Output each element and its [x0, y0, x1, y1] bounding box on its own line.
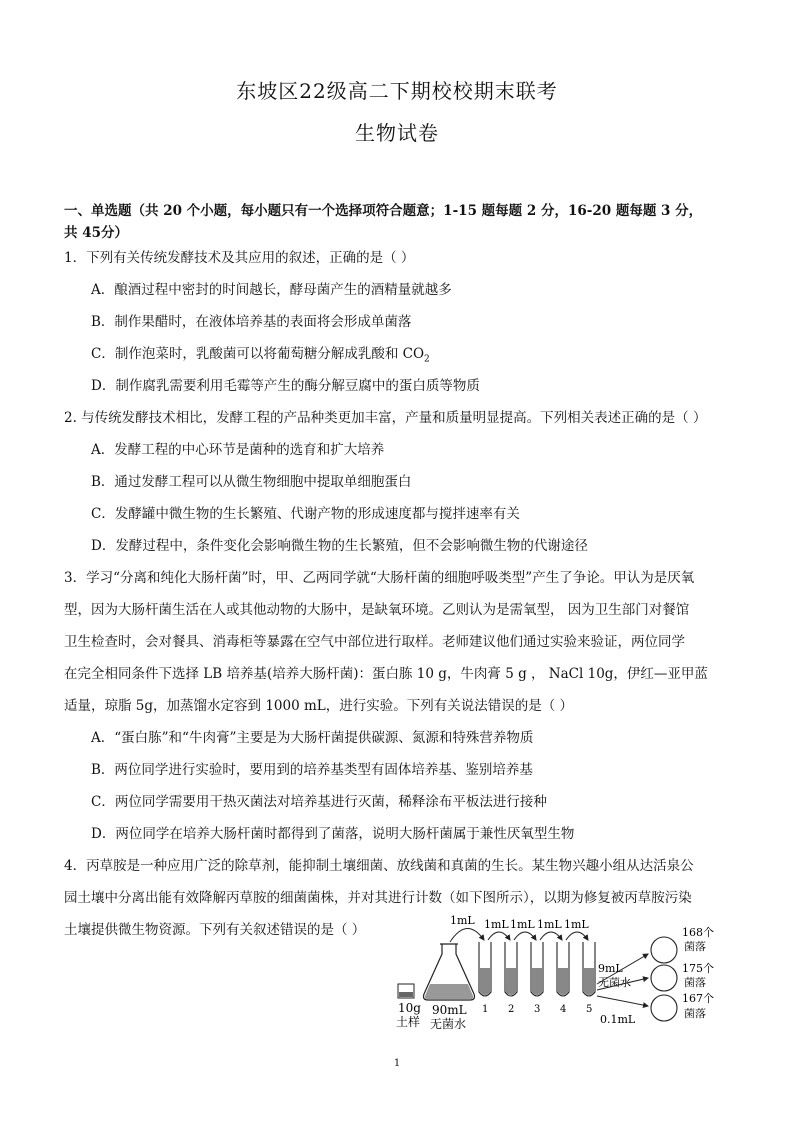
q3-option-b: B．两位同学进行实验时，要用到的培养基类型有固体培养基、鉴别培养基 — [91, 762, 533, 778]
transfer-arrow-4 — [566, 932, 588, 940]
test-tube-2-icon — [505, 942, 517, 996]
q1-option-a: A．酿酒过程中密封的时间越长，酵母菌产生的酒精量就越多 — [91, 282, 452, 298]
transfer-volume-label-1: 1mL — [484, 918, 509, 931]
test-tube-4-icon — [557, 942, 569, 996]
tube-number-3: 3 — [534, 1004, 541, 1015]
q2-option-a: A．发酵工程的中心环节是菌种的选育和扩大培养 — [91, 442, 385, 458]
q3-stem-line3: 卫生检查时，会对餐具、消毒柜等暴露在空气中部位进行取样。老师建议他们通过实验来验证，两位同学 — [64, 634, 685, 650]
q3-option-a: A．“蛋白胨”和“牛肉膏”主要是为大肠杆菌提供碳源、氮源和特殊营养物质 — [91, 730, 534, 746]
q3-stem-line5: 适量，琼脂 5g，加蒸馏水定容到 1000 mL，进行实验。下列有关说法错误的是（ ） — [64, 698, 574, 714]
q4-stem-line1: 4．丙草胺是一种应用广泛的除草剂，能抑制土壤细菌、放线菌和真菌的生长。某生物兴趣小组从达活泉公 — [64, 858, 694, 874]
q1-stem: 1．下列有关传统发酵技术及其应用的叙述，正确的是（ ） — [64, 250, 415, 266]
q3-stem-line2: 型，因为大肠杆菌生活在人或其他动物的大肠中，是缺氧环境。乙则认为是需氧型， 因为卫生部门对餐馆 — [64, 602, 690, 618]
page-number: 1 — [393, 1058, 401, 1069]
q3-stem-line4: 在完全相同条件下选择 LB 培养基(培养大肠杆菌)：蛋白胨 10 g，牛肉膏 5 g ， NaCl 10g，伊红—亚甲蓝 — [64, 666, 708, 682]
q3-stem-line1: 3．学习“分离和纯化大肠杆菌”时，甲、乙两同学就“大肠杆菌的细胞呼吸类型”产生了争论。甲认为是厌氧 — [64, 570, 695, 586]
flask-icon — [424, 944, 475, 1000]
transfer-arrow-2 — [514, 932, 536, 940]
q2-option-d: D．发酵过程中，条件变化会影响微生物的生长繁殖，但不会影响微生物的代谢途径 — [91, 538, 588, 554]
flask-volume-label: 90mL — [432, 1003, 467, 1017]
tube-water-volume-label: 9mL — [598, 962, 623, 975]
petri-dish-3-icon — [651, 995, 677, 1021]
test-tube-5-icon — [583, 942, 595, 996]
tube-water-label: 无菌水 — [598, 976, 631, 989]
colony-count-2: 175个 — [682, 962, 714, 975]
q1-option-b: B．制作果醋时，在液体培养基的表面将会形成单菌落 — [91, 314, 412, 330]
q4-stem-line3: 土壤提供微生物资源。下列有关叙述错误的是（ ） — [64, 922, 366, 938]
colony-label-3: 菌落 — [684, 1007, 706, 1020]
section-heading-line2: 共 45分） — [64, 225, 128, 241]
tube-number-2: 2 — [508, 1004, 515, 1015]
soil-mass-label: 10g — [398, 1001, 421, 1015]
soil-beaker-icon — [398, 984, 414, 998]
q1-option-d: D．制作腐乳需要利用毛霉等产生的酶分解豆腐中的蛋白质等物质 — [91, 378, 480, 394]
tube-number-4: 4 — [560, 1004, 567, 1015]
section-heading-line1: 一、单选题（共 20 个小题，每小题只有一个选择项符合题意；1-15 题每题 2 分，16-20 题每题 3 分， — [64, 203, 703, 219]
q3-option-d: D．两位同学在培养大肠杆菌时都得到了菌落，说明大肠杆菌属于兼性厌氧型生物 — [91, 826, 575, 842]
flask-water-label: 无菌水 — [430, 1017, 467, 1031]
transfer-volume-label-4: 1mL — [564, 918, 589, 931]
test-tube-1-icon — [479, 942, 491, 996]
q2-option-b: B．通过发酵工程可以从微生物细胞中提取单细胞蛋白 — [91, 474, 412, 490]
q2-option-c: C．发酵罐中微生物的生长繁殖、代谢产物的形成速度都与搅拌速率有关 — [91, 506, 520, 522]
dilution-plating-diagram — [392, 910, 732, 1036]
petri-dish-1-icon — [651, 937, 677, 963]
transfer-arrow-3 — [540, 932, 562, 940]
q3-option-c: C．两位同学需要用干热灭菌法对培养基进行灭菌，稀释涂布平板法进行接种 — [91, 794, 547, 810]
soil-sample-label: 土样 — [396, 1015, 421, 1029]
exam-title: 东坡区22级高二下期校校期末联考 — [236, 79, 558, 103]
exam-subtitle: 生物试卷 — [355, 121, 439, 145]
colony-label-2: 菌落 — [684, 976, 706, 989]
transfer-volume-label-2: 1mL — [510, 918, 535, 931]
tube-number-5: 5 — [586, 1004, 593, 1015]
tube-number-1: 1 — [482, 1004, 489, 1015]
plating-volume-label: 0.1mL — [600, 1013, 636, 1026]
transfer-arrow-0 — [450, 928, 484, 942]
transfer-arrow-1 — [488, 932, 510, 940]
test-tube-3-icon — [531, 942, 543, 996]
colony-count-3: 167个 — [682, 992, 714, 1005]
q2-stem: 2. 与传统发酵技术相比，发酵工程的产品种类更加丰富，产量和质量明显提高。下列相关表述正确的是（ ） — [64, 410, 707, 426]
q4-stem-line2: 园土壤中分离出能有效降解丙草胺的细菌菌株，并对其进行计数（如下图所示），以期为修复被丙草胺污染 — [64, 890, 692, 906]
colony-count-1: 168个 — [682, 926, 714, 939]
petri-dish-2-icon — [651, 965, 677, 991]
plating-arrow-3 — [597, 996, 648, 1006]
colony-label-1: 菌落 — [684, 940, 706, 953]
transfer-volume-label-3: 1mL — [537, 918, 562, 931]
q1-option-c: C．制作泡菜时，乳酸菌可以将葡萄糖分解成乳酸和 $CO_2$ — [91, 346, 430, 365]
transfer-volume-label-0: 1mL — [450, 914, 475, 927]
